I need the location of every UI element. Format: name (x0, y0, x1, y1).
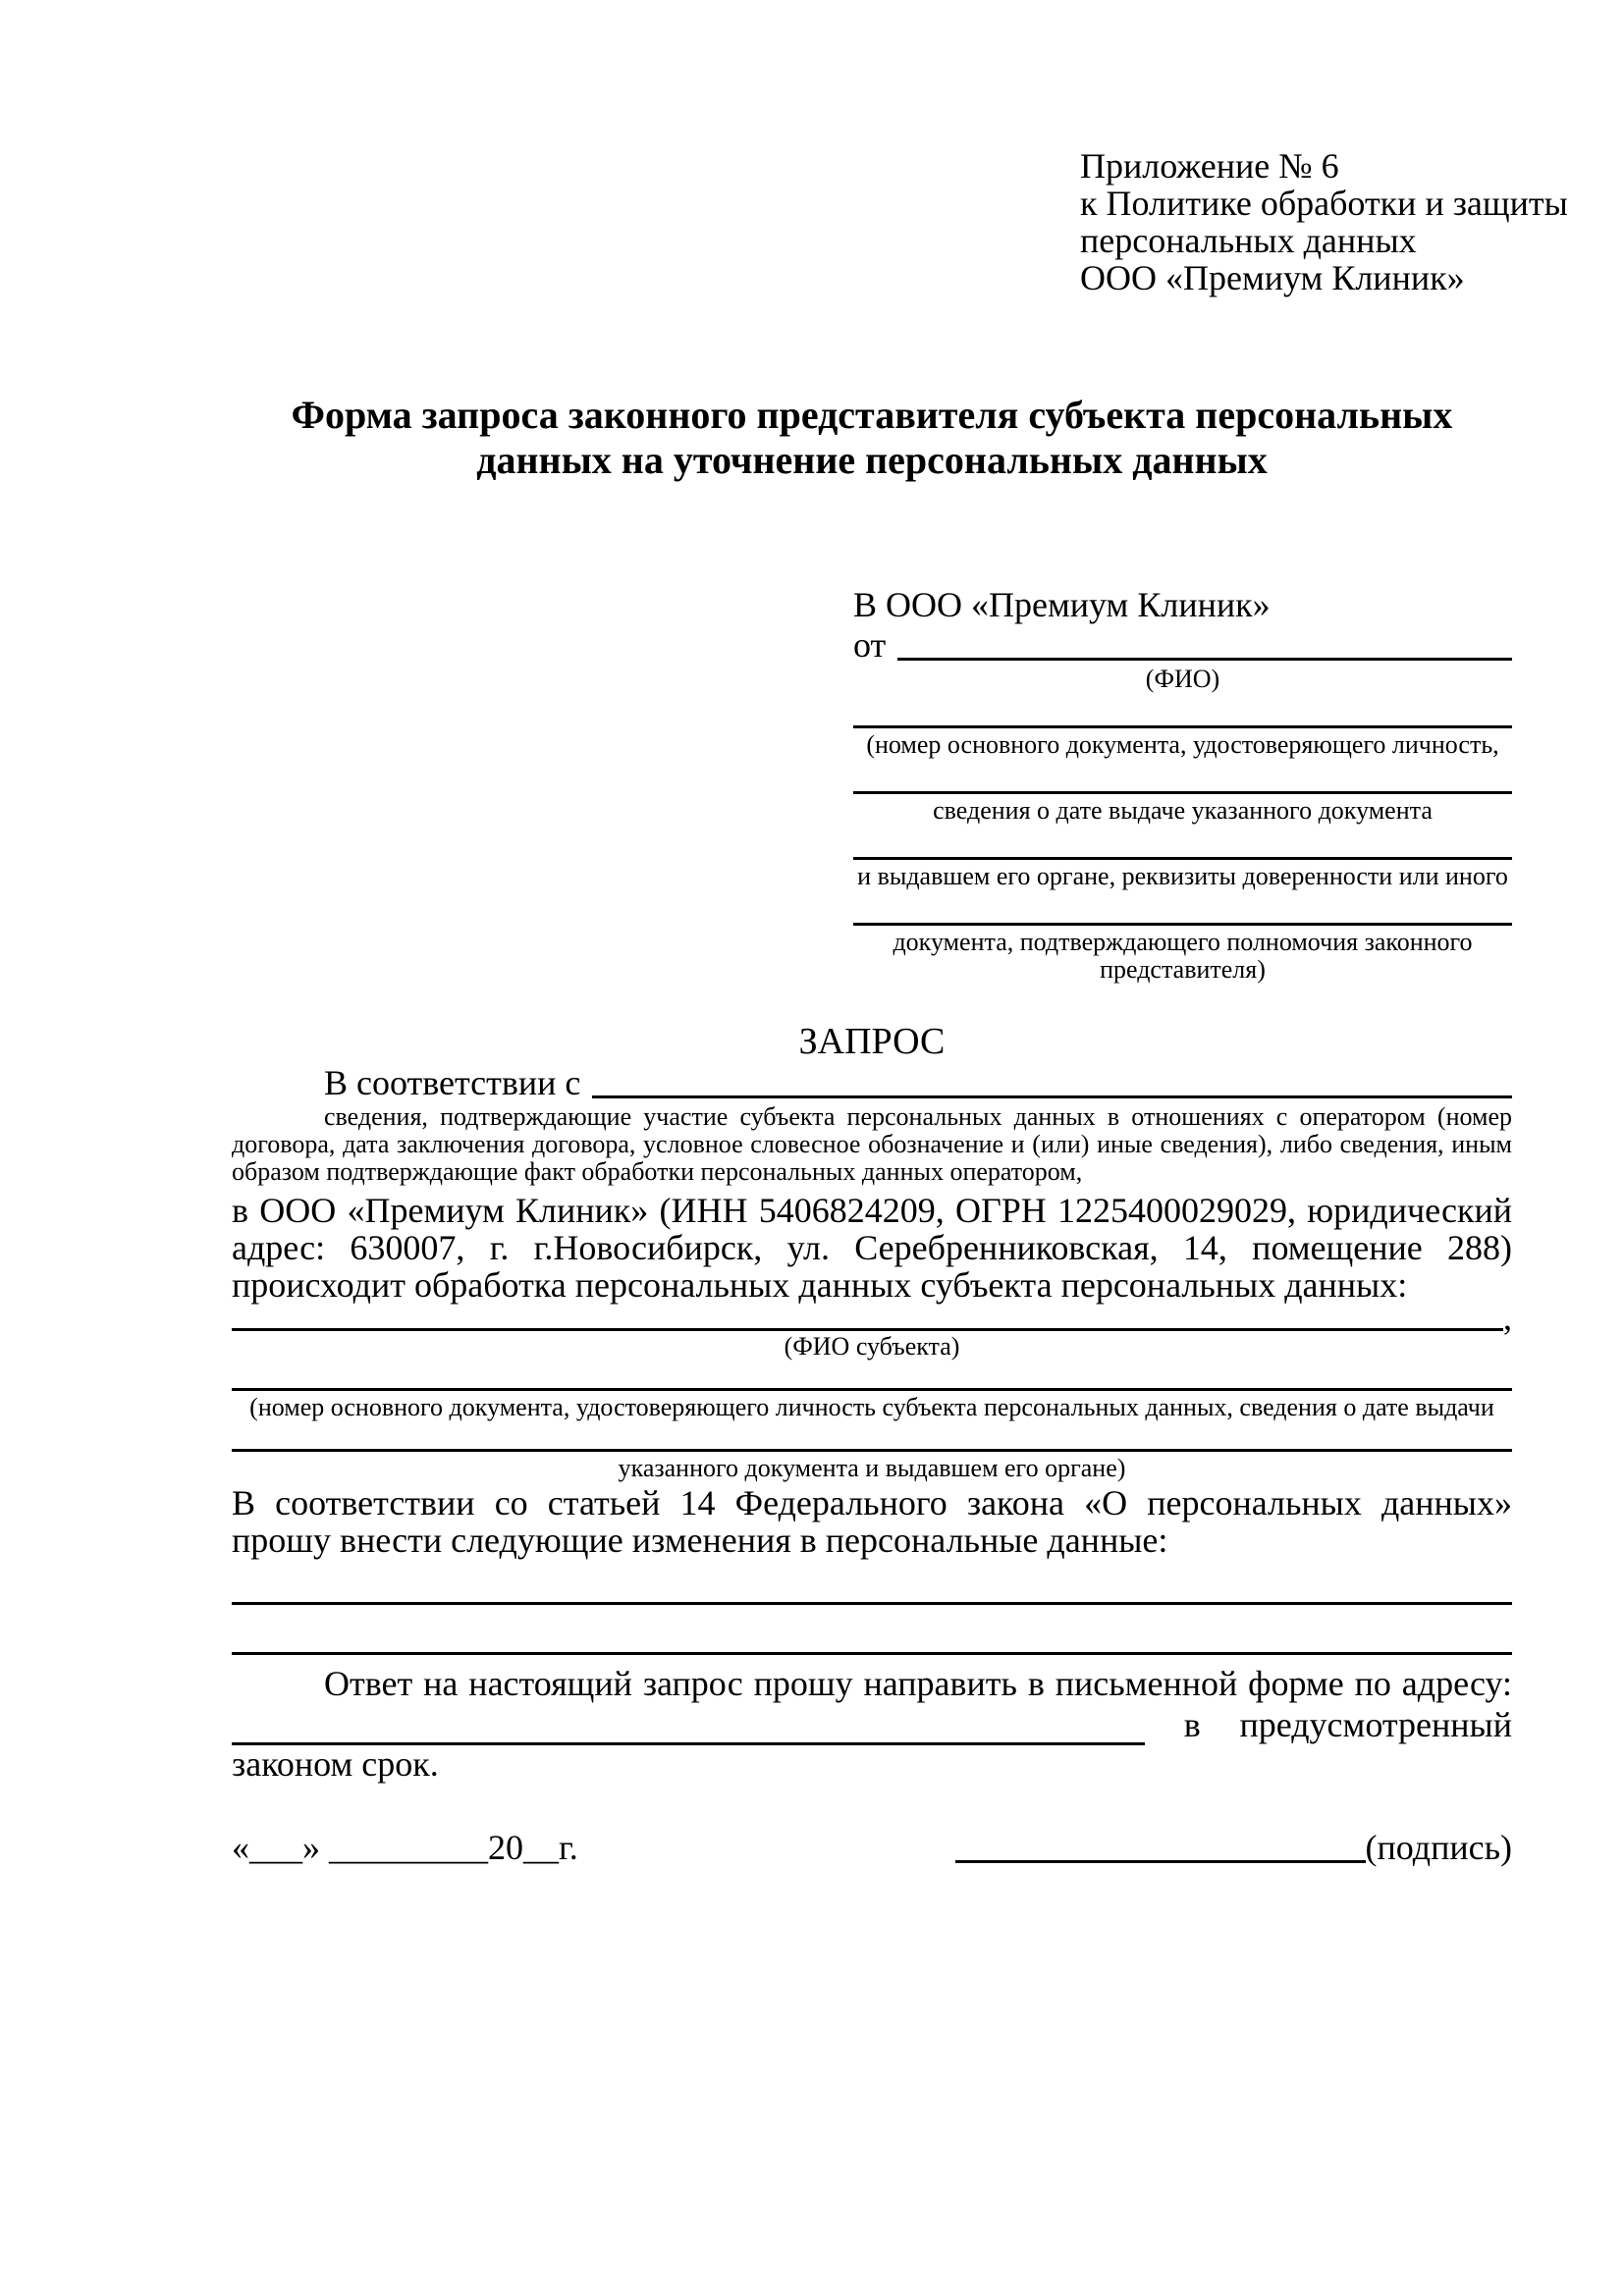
representative-doc-group-1 (853, 693, 1512, 759)
basis-caption: сведения, подтверждающие участие субъекта персональных данных в отношениях с оператором (номер договора, дата заключения договора, условное словесное обозначение и (или) иные сведения), либо сведения, иным образом подтверждающие факт обработки персональных данных оператором, (232, 1102, 1512, 1186)
blank-field-caption: и выдавшем его органе, реквизиты доверенности или иного (857, 862, 1508, 890)
basis-blank-field (592, 1062, 1512, 1098)
representative-doc-group-2 (853, 759, 1512, 825)
from-label: от (853, 625, 887, 665)
request-heading: ЗАПРОС (798, 1021, 946, 1062)
blank-field (853, 825, 1512, 860)
amendment-blank-field-1 (232, 1559, 1512, 1605)
reply-word-v: в (1183, 1705, 1201, 1744)
basis-prefix: В соответствии с (324, 1063, 581, 1102)
appendix-header-line-1: Приложение № 6 (1080, 146, 1339, 186)
reply-paragraph-line-1: Ответ на настоящий запрос прошу направить в письменной форме по адресу: (324, 1664, 1512, 1703)
appendix-header-line-3: персональных данных (1080, 221, 1417, 260)
subject-doc-caption-1: (номер основного документа, удостоверяющего личность субъекта персональных данных, сведения о дате выдачи (249, 1393, 1494, 1421)
basis-row (232, 1062, 1512, 1103)
appendix-header-line-4: ООО «Премиум Клиник» (1080, 258, 1465, 297)
from-blank-field (897, 624, 1512, 661)
subject-doc-caption-2: указанного документа и выдавшем его органе) (618, 1454, 1126, 1482)
amendment-blank-field-2 (232, 1605, 1512, 1655)
blank-field (853, 693, 1512, 728)
representative-doc-group-3 (853, 825, 1512, 890)
subject-fio-caption: (ФИО субъекта) (784, 1332, 960, 1361)
appendix-header (1080, 146, 1568, 297)
blank-field (232, 1361, 1512, 1391)
form-title: Форма запроса законного представителя субъекта персональных данных на уточнение персональных данных (291, 393, 1453, 482)
blank-field (232, 1421, 1512, 1452)
blank-field-caption: (номер основного документа, удостоверяющего личность, (866, 730, 1499, 759)
fio-caption: (ФИО) (1145, 665, 1220, 693)
operator-paragraph: в ООО «Премиум Клиник» (ИНН 5406824209, ОГРН 1225400029029, юридический адрес: 630007, г. г.Новосибирск, ул. Серебренниковская, 14, помещение 288) происходит обработка персональных данных субъекта персональных данных: (232, 1191, 1512, 1305)
representative-doc-group-4 (853, 890, 1512, 984)
amendment-paragraph: В соответствии со статьей 14 Федерального закона «О персональных данных» прошу внести следующие изменения в персональные данные: (232, 1483, 1512, 1560)
signature-caption: (подпись) (1365, 1828, 1512, 1867)
subject-doc-group-1 (232, 1361, 1512, 1421)
from-row (853, 624, 1512, 666)
reply-address-blank-field (232, 1706, 1145, 1745)
addressee-block (853, 585, 1512, 984)
signature-footer (232, 1824, 1512, 1868)
blank-field (853, 890, 1512, 926)
blank-field-caption: документа, подтверждающего полномочия законного представителя) (893, 928, 1473, 984)
appendix-header-line-2: к Политике обработки и защиты (1080, 184, 1568, 223)
signature-group (955, 1824, 1512, 1868)
addressee-organization: В ООО «Премиум Клиник» (853, 585, 1271, 624)
subject-fio-blank-field (232, 1304, 1503, 1331)
subject-fio-row (232, 1298, 1512, 1337)
reply-word-term: предусмотренный (1239, 1705, 1512, 1744)
signature-blank-field (955, 1824, 1366, 1863)
blank-field (853, 759, 1512, 794)
reply-paragraph-line-3: законом срок. (232, 1744, 439, 1784)
date-line: «___» _________20__г. (232, 1828, 578, 1867)
subject-doc-group-2 (232, 1421, 1512, 1482)
reply-address-row (232, 1704, 1512, 1745)
subject-fio-comma: , (1503, 1298, 1512, 1337)
blank-field-caption: сведения о дате выдаче указанного документа (933, 796, 1433, 825)
